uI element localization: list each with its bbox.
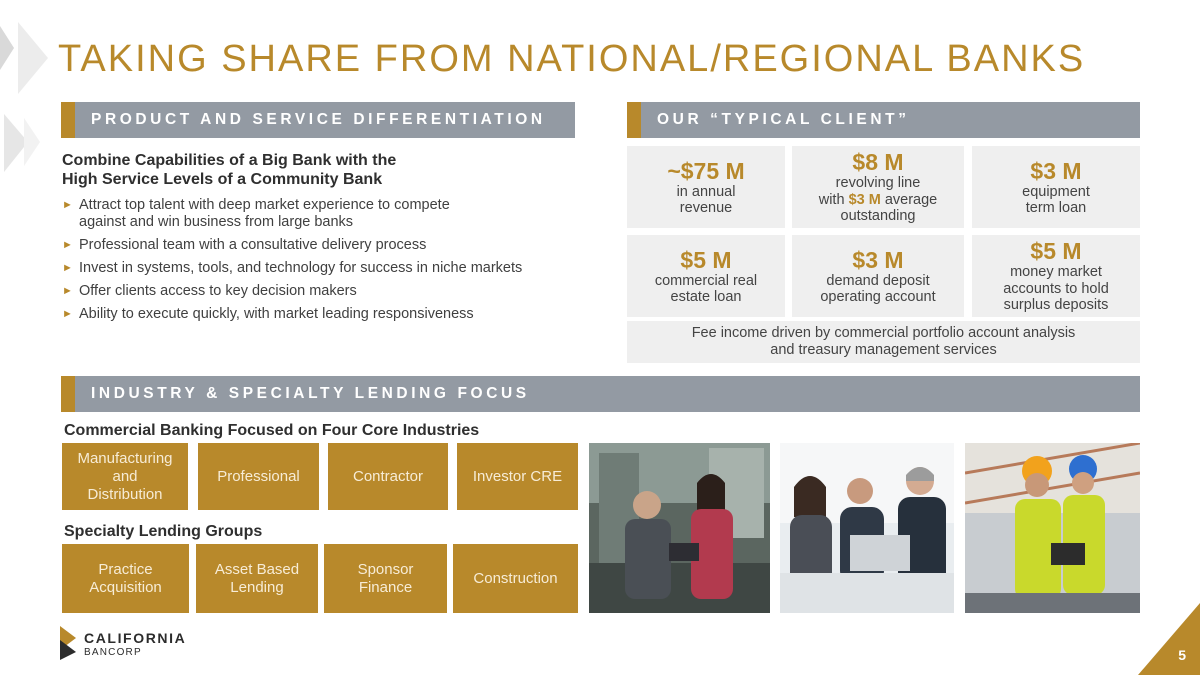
factory-workers-photo [589, 443, 770, 613]
industry-box-contractor [328, 443, 448, 510]
product-subheading [62, 151, 582, 189]
box-line: Investor CRE [472, 467, 563, 485]
triangle-bullet-icon: ► [62, 262, 73, 274]
card-value: $8 M [852, 149, 904, 176]
california-bancorp-logo-icon [60, 626, 78, 660]
client-card-equipment-loan [972, 146, 1140, 228]
subheading-line: Combine Capabilities of a Big Bank with the [62, 152, 397, 169]
box-text [89, 561, 162, 597]
card-value: $3 M [1030, 157, 1082, 184]
page-corner-accent [1138, 603, 1200, 675]
card-value: ~$75 M [667, 157, 745, 184]
slide-title: TAKING SHARE FROM NATIONAL/REGIONAL BANKS [58, 38, 1086, 80]
business-meeting-photo [780, 443, 954, 613]
client-card-revenue [627, 146, 785, 228]
box-line: Distribution [87, 485, 163, 503]
box-line: Acquisition [89, 578, 162, 596]
industry-box-professional [198, 443, 319, 510]
card-desc-part: with [818, 191, 849, 208]
card-desc: in annual [676, 183, 736, 200]
industry-box-manufacturing [62, 443, 188, 510]
specialty-box-construction [453, 544, 578, 613]
company-logo-text [84, 630, 186, 658]
card-desc: commercial real [654, 272, 758, 289]
product-section-header [61, 102, 575, 138]
bullet-text: Invest in systems, tools, and technology for success in niche markets [79, 260, 523, 276]
client-card-real-estate-loan [627, 235, 785, 317]
bullet-item [62, 197, 582, 231]
card-desc: equipment [1022, 183, 1090, 200]
specialty-box-practice-acquisition [62, 544, 189, 613]
bullet-item [62, 306, 582, 323]
specialty-box-sponsor-finance [324, 544, 447, 613]
logo-name-line1: CALIFORNIA [84, 630, 187, 646]
box-line: Finance [358, 578, 413, 596]
bullet-text: Offer clients access to key decision makers [79, 283, 357, 299]
box-text [358, 561, 414, 597]
box-line: Contractor [352, 467, 424, 485]
card-value: $5 M [1030, 238, 1082, 265]
card-desc: demand deposit [826, 272, 930, 289]
product-section-title: PRODUCT AND SERVICE DIFFERENTIATION [91, 111, 546, 128]
decorative-chevrons [0, 14, 60, 184]
bullet-item [62, 237, 582, 254]
subheading-line: High Service Levels of a Community Bank [62, 171, 383, 188]
logo-name-line2: BANCORP [84, 647, 142, 658]
triangle-bullet-icon: ► [62, 239, 73, 251]
bullet-text: against and win business from large banks [79, 214, 354, 230]
industry-section-title: INDUSTRY & SPECIALTY LENDING FOCUS [91, 385, 530, 402]
triangle-bullet-icon: ► [62, 199, 73, 211]
fee-income-note [627, 321, 1140, 363]
page-number: 5 [1178, 647, 1186, 663]
card-desc: operating account [820, 289, 936, 305]
triangle-bullet-icon: ► [62, 308, 73, 320]
box-text [215, 561, 299, 597]
construction-workers-photo [965, 443, 1140, 613]
card-desc: money market [1010, 264, 1102, 281]
card-desc: revolving line [835, 175, 921, 192]
box-text [77, 450, 172, 504]
client-card-revolving-line [792, 146, 964, 228]
industry-section-header [61, 376, 1140, 412]
card-desc: surplus deposits [1003, 297, 1109, 314]
typical-client-title: OUR “TYPICAL CLIENT” [657, 111, 910, 128]
card-desc: outstanding [840, 208, 916, 225]
card-value: $3 M [852, 246, 904, 273]
box-line: Practice [98, 560, 153, 578]
box-line: Lending [230, 578, 284, 596]
card-desc: term loan [1025, 200, 1087, 216]
header-accent [627, 102, 641, 138]
card-desc [819, 192, 938, 209]
differentiation-bullets [62, 197, 582, 323]
box-line: Asset Based [214, 560, 300, 578]
box-line: Construction [473, 569, 558, 587]
fee-text: and treasury management services [770, 342, 997, 358]
card-desc-part: average [880, 191, 938, 208]
card-desc-highlight: $3 M [848, 191, 881, 208]
bullet-item [62, 260, 582, 277]
bullet-text: Professional team with a consultative delivery process [79, 237, 427, 253]
box-line: and [112, 467, 138, 485]
triangle-bullet-icon: ► [62, 285, 73, 297]
card-value: $5 M [680, 246, 732, 273]
box-line: Manufacturing [77, 449, 173, 467]
specialty-box-asset-based-lending [196, 544, 318, 613]
industry-box-investor-cre [457, 443, 578, 510]
card-desc: revenue [679, 200, 733, 216]
client-card-demand-deposit [792, 235, 964, 317]
header-accent [61, 102, 75, 138]
bullet-item [62, 283, 582, 300]
fee-text: Fee income driven by commercial portfolio account analysis [691, 325, 1076, 341]
core-industries-heading: Commercial Banking Focused on Four Core Industries [64, 422, 480, 439]
card-desc: accounts to hold [1003, 280, 1109, 297]
box-line: Professional [217, 467, 300, 485]
specialty-lending-heading: Specialty Lending Groups [64, 523, 263, 540]
bullet-text: Attract top talent with deep market experience to compete [79, 197, 450, 213]
client-card-money-market [972, 235, 1140, 317]
typical-client-header [627, 102, 1140, 138]
bullet-text: Ability to execute quickly, with market leading responsiveness [79, 306, 474, 322]
card-desc: estate loan [670, 289, 742, 305]
header-accent [61, 376, 75, 412]
product-section-body [62, 151, 582, 329]
box-line: Sponsor [357, 560, 414, 578]
